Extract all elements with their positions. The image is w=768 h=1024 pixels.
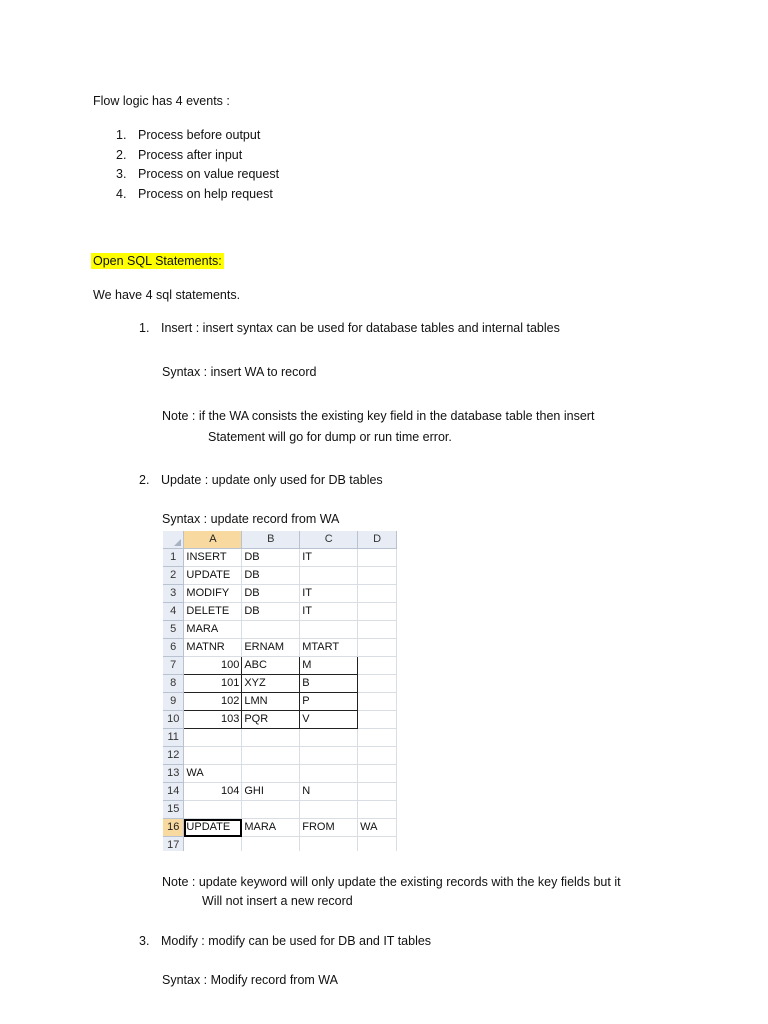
cell-b-4: DB <box>242 603 300 621</box>
cell-d-10 <box>358 711 397 729</box>
update-note-line1: Note : update keyword will only update the existing records with the key fields but it <box>162 875 621 889</box>
cell-b-11 <box>242 729 300 747</box>
cell-d-2 <box>358 567 397 585</box>
cell-b-7: ABC <box>242 657 300 675</box>
cell-a-10: 103 <box>184 711 242 729</box>
spreadsheet-row <box>163 657 397 675</box>
cell-d-5 <box>358 621 397 639</box>
cell-c-16: FROM <box>300 819 358 837</box>
cell-b-8: XYZ <box>242 675 300 693</box>
event-list-item <box>116 148 242 162</box>
row-header: 12 <box>163 747 184 765</box>
modify-text: Modify : modify can be used for DB and IT tables <box>161 934 432 948</box>
update-text: Update : update only used for DB tables <box>161 473 383 487</box>
spreadsheet-row <box>163 549 397 567</box>
cell-b-2: DB <box>242 567 300 585</box>
cell-d-17 <box>358 837 397 852</box>
cell-b-9: LMN <box>242 693 300 711</box>
cell-a-7: 100 <box>184 657 242 675</box>
cell-c-17 <box>300 837 358 852</box>
cell-a-1: INSERT <box>184 549 242 567</box>
row-header: 2 <box>163 567 184 585</box>
modify-syntax: Syntax : Modify record from WA <box>162 973 338 987</box>
cell-a-2: UPDATE <box>184 567 242 585</box>
cell-b-5 <box>242 621 300 639</box>
column-header-c: C <box>300 531 358 549</box>
cell-b-14: GHI <box>242 783 300 801</box>
cell-c-7: M <box>300 657 358 675</box>
cell-d-9 <box>358 693 397 711</box>
row-header: 5 <box>163 621 184 639</box>
cell-c-14: N <box>300 783 358 801</box>
row-header: 10 <box>163 711 184 729</box>
cell-b-1: DB <box>242 549 300 567</box>
cell-a-11 <box>184 729 242 747</box>
cell-d-16: WA <box>358 819 397 837</box>
modify-item <box>139 934 431 948</box>
cell-b-17 <box>242 837 300 852</box>
cell-c-3: IT <box>300 585 358 603</box>
row-header: 3 <box>163 585 184 603</box>
event-number: 4. <box>116 187 127 201</box>
row-header: 6 <box>163 639 184 657</box>
spreadsheet-row <box>163 747 397 765</box>
cell-a-6: MATNR <box>184 639 242 657</box>
spreadsheet-row <box>163 585 397 603</box>
insert-number: 1. <box>139 321 150 335</box>
row-header: 8 <box>163 675 184 693</box>
spreadsheet-row <box>163 621 397 639</box>
cell-a-16: UPDATE <box>184 819 242 837</box>
cell-a-8: 101 <box>184 675 242 693</box>
open-sql-heading <box>91 254 224 268</box>
cell-c-8: B <box>300 675 358 693</box>
cell-d-11 <box>358 729 397 747</box>
cell-b-13 <box>242 765 300 783</box>
cell-c-2 <box>300 567 358 585</box>
spreadsheet-row <box>163 603 397 621</box>
event-list-item <box>116 187 273 201</box>
row-header: 14 <box>163 783 184 801</box>
cell-c-15 <box>300 801 358 819</box>
spreadsheet-screenshot <box>163 531 397 851</box>
cell-a-9: 102 <box>184 693 242 711</box>
row-header: 9 <box>163 693 184 711</box>
insert-note-line1: Note : if the WA consists the existing key field in the database table then insert <box>162 409 595 423</box>
update-item <box>139 473 383 487</box>
cell-c-12 <box>300 747 358 765</box>
spreadsheet-row <box>163 729 397 747</box>
cell-d-8 <box>358 675 397 693</box>
cell-c-4: IT <box>300 603 358 621</box>
cell-c-11 <box>300 729 358 747</box>
cell-d-15 <box>358 801 397 819</box>
insert-text: Insert : insert syntax can be used for database tables and internal tables <box>161 321 560 335</box>
cell-d-4 <box>358 603 397 621</box>
row-header: 13 <box>163 765 184 783</box>
insert-item <box>139 321 560 335</box>
cell-d-1 <box>358 549 397 567</box>
cell-a-4: DELETE <box>184 603 242 621</box>
row-header: 4 <box>163 603 184 621</box>
event-list-item <box>116 128 260 142</box>
column-header-b: B <box>242 531 300 549</box>
cell-c-10: V <box>300 711 358 729</box>
update-note-line2: Will not insert a new record <box>202 894 353 908</box>
event-number: 1. <box>116 128 127 142</box>
cell-a-17 <box>184 837 242 852</box>
cell-d-3 <box>358 585 397 603</box>
cell-d-7 <box>358 657 397 675</box>
spreadsheet-row <box>163 801 397 819</box>
cell-a-14: 104 <box>184 783 242 801</box>
event-text: Process on help request <box>138 187 273 201</box>
spreadsheet-row <box>163 711 397 729</box>
cell-a-15 <box>184 801 242 819</box>
column-header-d: D <box>358 531 397 549</box>
update-syntax: Syntax : update record from WA <box>162 512 340 526</box>
insert-syntax: Syntax : insert WA to record <box>162 365 317 379</box>
row-header: 16 <box>163 819 184 837</box>
spreadsheet-row <box>163 819 397 837</box>
cell-b-10: PQR <box>242 711 300 729</box>
row-header: 17 <box>163 837 184 852</box>
cell-a-3: MODIFY <box>184 585 242 603</box>
row-header: 11 <box>163 729 184 747</box>
row-header: 7 <box>163 657 184 675</box>
cell-c-6: MTART <box>300 639 358 657</box>
spreadsheet-row <box>163 675 397 693</box>
sql-intro-text: We have 4 sql statements. <box>93 288 241 302</box>
open-sql-heading-text: Open SQL Statements: <box>93 254 222 268</box>
column-header-row <box>163 531 397 549</box>
cell-d-6 <box>358 639 397 657</box>
event-text: Process after input <box>138 148 243 162</box>
spreadsheet-row <box>163 693 397 711</box>
spreadsheet-grid <box>163 531 397 851</box>
insert-note-line2: Statement will go for dump or run time error. <box>208 430 452 444</box>
cell-c-5 <box>300 621 358 639</box>
cell-b-15 <box>242 801 300 819</box>
row-header: 15 <box>163 801 184 819</box>
modify-number: 3. <box>139 934 150 948</box>
cell-a-5: MARA <box>184 621 242 639</box>
spreadsheet-row <box>163 639 397 657</box>
event-text: Process before output <box>138 128 261 142</box>
cell-b-3: DB <box>242 585 300 603</box>
cell-b-16: MARA <box>242 819 300 837</box>
event-list-item <box>116 167 279 181</box>
flow-logic-heading: Flow logic has 4 events : <box>93 94 230 108</box>
cell-b-12 <box>242 747 300 765</box>
spreadsheet-row <box>163 765 397 783</box>
event-number: 2. <box>116 148 127 162</box>
update-number: 2. <box>139 473 150 487</box>
spreadsheet-row <box>163 567 397 585</box>
cell-c-13 <box>300 765 358 783</box>
cell-c-9: P <box>300 693 358 711</box>
cell-c-1: IT <box>300 549 358 567</box>
cell-d-12 <box>358 747 397 765</box>
cell-b-6: ERNAM <box>242 639 300 657</box>
cell-a-12 <box>184 747 242 765</box>
event-number: 3. <box>116 167 127 181</box>
cell-d-13 <box>358 765 397 783</box>
spreadsheet-row <box>163 783 397 801</box>
cell-a-13: WA <box>184 765 242 783</box>
column-header-a: A <box>184 531 242 549</box>
cell-d-14 <box>358 783 397 801</box>
row-header: 1 <box>163 549 184 567</box>
select-all-corner <box>163 531 184 549</box>
spreadsheet-row <box>163 837 397 852</box>
event-text: Process on value request <box>138 167 280 181</box>
